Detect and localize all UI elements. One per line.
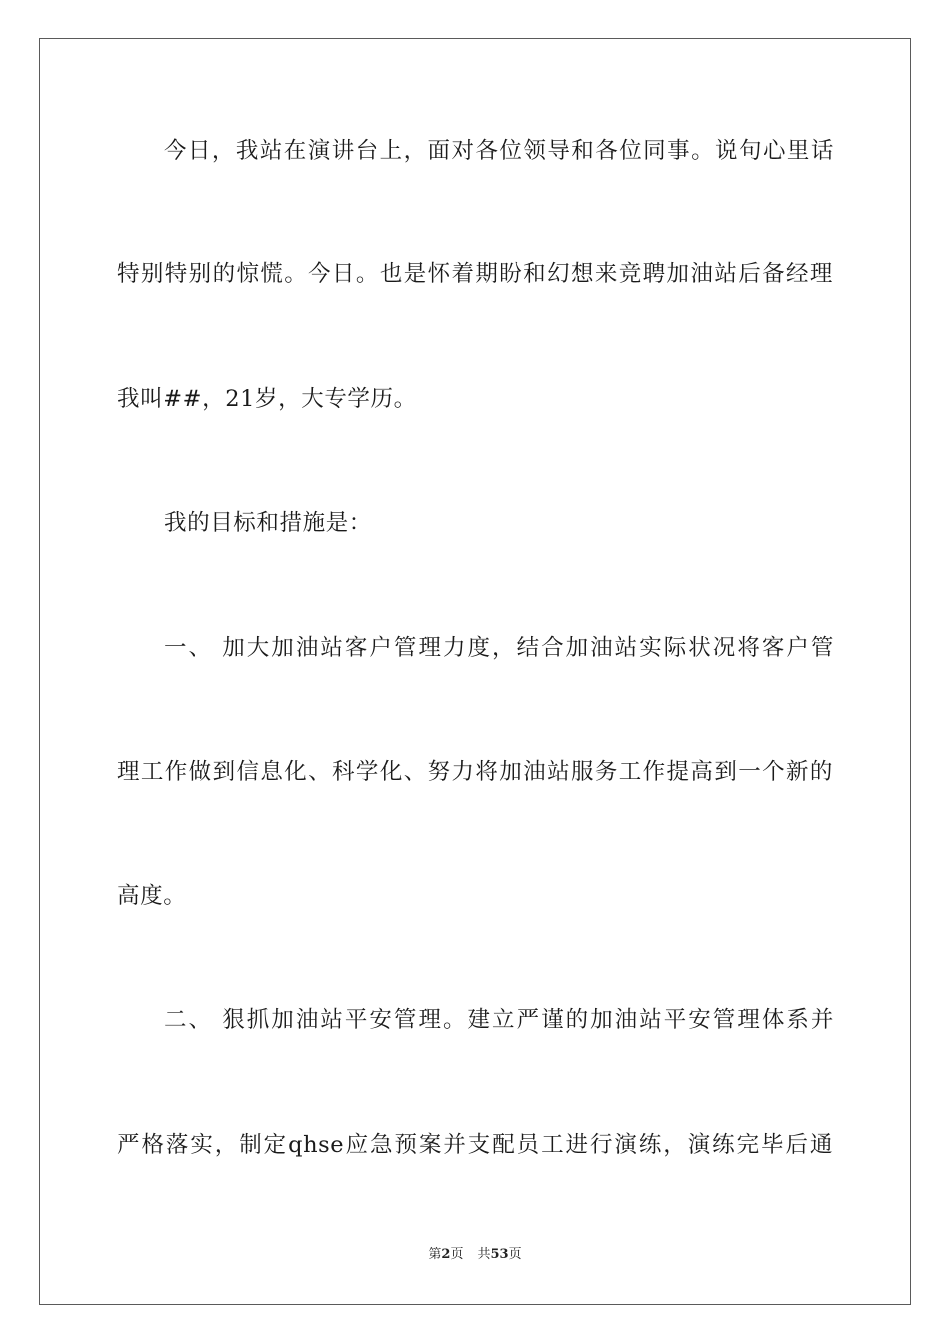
- page-number: 2: [441, 1247, 451, 1262]
- page-border: [39, 38, 911, 1305]
- text-line: 我的目标和措施是：: [164, 510, 372, 536]
- text-line: 高度。: [117, 883, 187, 909]
- text-line: 今日，我站在演讲台上，面对各位领导和各位同事。说句心里话: [164, 138, 834, 164]
- text-line: 一、 加大加油站客户管理力度，结合加油站实际状况将客户管: [164, 635, 834, 661]
- page-prefix: 第: [428, 1247, 442, 1262]
- total-pages: 53: [490, 1247, 509, 1262]
- text-line: 严格落实，制定qhse应急预案并支配员工进行演练，演练完毕后通: [117, 1132, 833, 1158]
- text-line: 二、 狠抓加油站平安管理。建立严谨的加油站平安管理体系并: [164, 1007, 834, 1033]
- text-line: 理工作做到信息化、科学化、努力将加油站服务工作提高到一个新的: [117, 759, 833, 785]
- total-suffix: 页: [508, 1247, 522, 1262]
- text-line: 特别特别的惊慌。今日。也是怀着期盼和幻想来竞聘加油站后备经理: [117, 261, 833, 287]
- text-line: 我叫##，21岁，大专学历。: [117, 386, 417, 412]
- page-footer: [0, 1246, 950, 1264]
- page-suffix: 页: [450, 1247, 464, 1262]
- total-prefix: 共: [477, 1247, 491, 1262]
